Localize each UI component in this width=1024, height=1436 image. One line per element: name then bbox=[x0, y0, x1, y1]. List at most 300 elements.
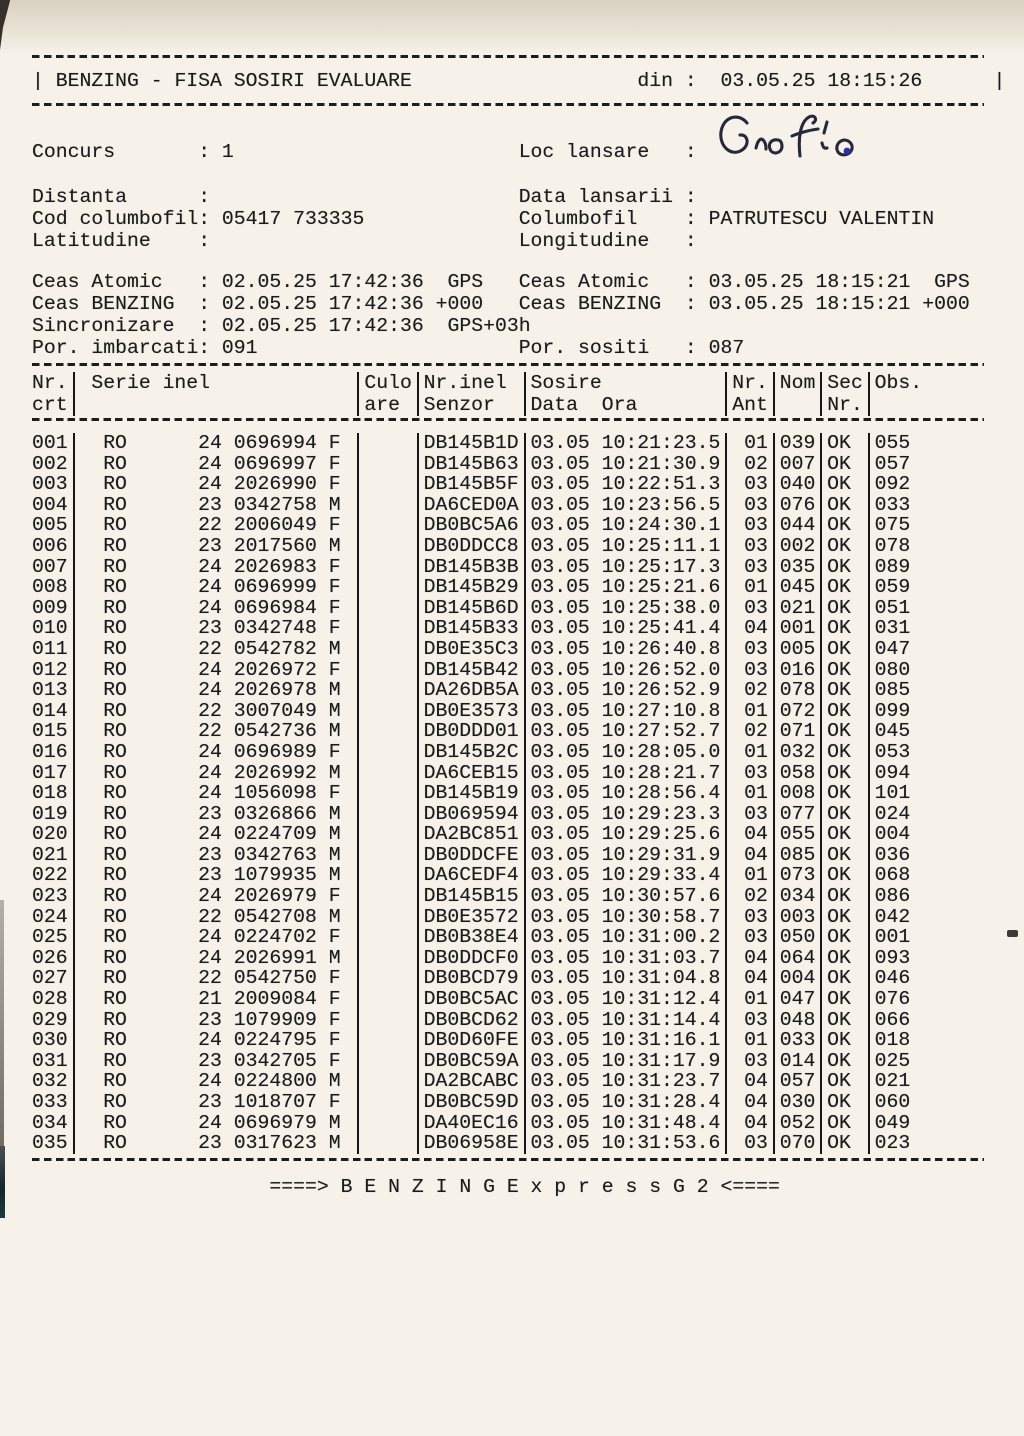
column-divider bbox=[68, 886, 80, 907]
column-divider bbox=[519, 1071, 531, 1092]
column-divider bbox=[352, 721, 364, 742]
cell-nom: 077 bbox=[779, 802, 816, 825]
col-header-sec2: Nr. bbox=[827, 394, 863, 416]
column-divider bbox=[412, 536, 424, 557]
column-divider bbox=[68, 948, 80, 969]
column-divider bbox=[863, 865, 875, 886]
cell-country: RO bbox=[103, 1091, 127, 1113]
cell-ring: 0696994 bbox=[233, 432, 317, 454]
column-divider bbox=[519, 721, 531, 742]
column-divider bbox=[863, 618, 875, 639]
column-divider bbox=[768, 989, 780, 1010]
cell-year: 21 bbox=[198, 988, 222, 1011]
column-divider bbox=[863, 701, 875, 722]
column-divider bbox=[519, 927, 531, 948]
column-divider bbox=[863, 845, 875, 866]
column-divider bbox=[768, 804, 780, 825]
column-divider bbox=[519, 1010, 531, 1031]
column-divider bbox=[352, 989, 364, 1010]
table-row bbox=[32, 474, 992, 495]
table-row bbox=[32, 1092, 992, 1113]
cell-nr_crt: 018 bbox=[32, 782, 68, 805]
cell-sex: F bbox=[328, 432, 341, 454]
cell-year: 23 bbox=[198, 617, 222, 640]
column-divider bbox=[68, 845, 80, 866]
cell-ora: 10:28:05.0 bbox=[601, 740, 721, 763]
colon: : bbox=[198, 186, 211, 208]
cell-nr_crt: 007 bbox=[32, 555, 68, 578]
column-divider bbox=[412, 824, 424, 845]
column-divider bbox=[863, 1030, 875, 1051]
column-divider bbox=[768, 763, 780, 784]
cell-nr_ant: 04 bbox=[744, 1070, 768, 1093]
cell-culoare bbox=[364, 907, 411, 928]
cell-ora: 10:28:56.4 bbox=[601, 782, 721, 805]
cell-sex: F bbox=[328, 782, 341, 805]
column-divider bbox=[768, 680, 780, 701]
cell-culoare bbox=[364, 536, 411, 557]
info-label: Loc lansare bbox=[518, 141, 650, 163]
cell-obs: 089 bbox=[874, 555, 911, 578]
cell-culoare bbox=[364, 660, 411, 681]
table-row bbox=[32, 1071, 992, 1092]
cell-country: RO bbox=[103, 1049, 127, 1072]
cell-country: RO bbox=[103, 452, 127, 475]
table-row bbox=[32, 907, 992, 928]
info-line bbox=[32, 337, 992, 359]
cell-nom: 032 bbox=[779, 740, 816, 763]
cell-senzor: DB145B2C bbox=[423, 740, 519, 763]
column-divider bbox=[519, 639, 531, 660]
column-divider bbox=[815, 886, 827, 907]
column-divider bbox=[863, 742, 875, 763]
column-divider bbox=[720, 515, 732, 536]
info-line bbox=[32, 293, 992, 315]
column-divider bbox=[519, 474, 531, 495]
column-divider bbox=[352, 1133, 364, 1154]
cell-senzor: DB0DDCC8 bbox=[423, 534, 519, 557]
column-divider bbox=[519, 577, 531, 598]
cell-obs: 051 bbox=[874, 596, 911, 619]
cell-culoare bbox=[364, 454, 411, 475]
cell-ring: 0696989 bbox=[233, 740, 317, 763]
column-divider bbox=[815, 1113, 827, 1134]
column-divider bbox=[815, 1092, 827, 1113]
column-divider bbox=[352, 1010, 364, 1031]
cell-year: 24 bbox=[198, 555, 222, 578]
cell-data: 03.05 bbox=[530, 823, 590, 846]
cell-year: 23 bbox=[198, 843, 222, 866]
table-row bbox=[32, 1030, 992, 1051]
column-divider bbox=[519, 1092, 531, 1113]
column-divider bbox=[352, 886, 364, 907]
page-title: BENZING - FISA SOSIRI EVALUARE bbox=[55, 69, 412, 92]
cell-culoare bbox=[364, 639, 411, 660]
cell-culoare bbox=[364, 927, 411, 948]
cell-sex: F bbox=[328, 555, 341, 578]
column-divider bbox=[768, 742, 780, 763]
cell-sex: M bbox=[328, 905, 341, 928]
column-divider bbox=[412, 618, 424, 639]
cell-ora: 10:31:04.8 bbox=[601, 967, 721, 990]
cell-year: 22 bbox=[198, 905, 222, 928]
cell-sec_nr: OK bbox=[827, 658, 851, 681]
table-row bbox=[32, 618, 992, 639]
cell-sec_nr: OK bbox=[827, 1132, 851, 1155]
column-divider bbox=[68, 433, 80, 454]
cell-culoare bbox=[364, 742, 411, 763]
column-divider bbox=[68, 783, 80, 804]
cell-nr_crt: 005 bbox=[32, 514, 68, 537]
cell-sex: F bbox=[328, 473, 341, 496]
cell-ora: 10:22:51.3 bbox=[601, 473, 721, 496]
cell-data: 03.05 bbox=[530, 782, 590, 805]
column-divider bbox=[352, 372, 364, 394]
cell-culoare bbox=[364, 968, 411, 989]
cell-data: 03.05 bbox=[530, 1029, 590, 1052]
column-divider bbox=[768, 474, 780, 495]
cell-sec_nr: OK bbox=[827, 1111, 851, 1134]
cell-data: 03.05 bbox=[530, 473, 590, 496]
cell-ora: 10:29:25.6 bbox=[601, 823, 721, 846]
cell-nr_ant: 02 bbox=[744, 720, 768, 743]
dashed-rule-under-header bbox=[32, 418, 984, 421]
column-divider bbox=[412, 639, 424, 660]
column-divider bbox=[768, 1113, 780, 1134]
column-divider bbox=[720, 1092, 732, 1113]
cell-country: RO bbox=[103, 637, 127, 660]
col-header-obs2 bbox=[875, 394, 922, 416]
cell-country: RO bbox=[103, 946, 127, 969]
cell-ring: 0224709 bbox=[233, 823, 317, 846]
column-divider bbox=[815, 680, 827, 701]
cell-nr_ant: 03 bbox=[744, 493, 768, 516]
info-label: Ceas BENZING bbox=[32, 293, 175, 315]
column-divider bbox=[815, 536, 827, 557]
cell-obs: 066 bbox=[874, 1008, 911, 1031]
table-row bbox=[32, 639, 992, 660]
column-divider bbox=[68, 989, 80, 1010]
cell-nr_crt: 015 bbox=[32, 720, 68, 743]
cell-sec_nr: OK bbox=[827, 596, 851, 619]
column-divider bbox=[815, 968, 827, 989]
cell-country: RO bbox=[103, 1029, 127, 1052]
cell-sex: M bbox=[328, 843, 341, 866]
column-divider bbox=[519, 907, 531, 928]
cell-nom: 064 bbox=[779, 946, 816, 969]
column-divider bbox=[815, 927, 827, 948]
cell-senzor: DA2BC851 bbox=[423, 823, 519, 846]
column-divider bbox=[352, 495, 364, 516]
col-header-obs: Obs. bbox=[874, 372, 923, 394]
column-divider bbox=[352, 1092, 364, 1113]
cell-country: RO bbox=[103, 555, 127, 578]
cell-nr_crt: 008 bbox=[32, 576, 68, 599]
column-divider bbox=[412, 515, 424, 536]
info-line bbox=[32, 271, 992, 293]
table-row bbox=[32, 927, 992, 948]
cell-sec_nr: OK bbox=[827, 473, 851, 496]
cell-ora: 10:27:52.7 bbox=[601, 720, 721, 743]
cell-sec_nr: OK bbox=[827, 679, 851, 702]
cell-ring: 2026992 bbox=[233, 761, 317, 784]
cell-sec_nr: OK bbox=[827, 967, 851, 990]
column-divider bbox=[815, 433, 827, 454]
cell-sex: F bbox=[328, 596, 341, 619]
column-divider bbox=[720, 1030, 732, 1051]
column-divider bbox=[519, 865, 531, 886]
column-divider bbox=[720, 763, 732, 784]
column-divider bbox=[863, 433, 875, 454]
column-divider bbox=[352, 577, 364, 598]
cell-nr_ant: 02 bbox=[744, 679, 768, 702]
table-row bbox=[32, 1113, 992, 1134]
column-divider bbox=[815, 865, 827, 886]
column-divider bbox=[815, 1010, 827, 1031]
cell-obs: 060 bbox=[874, 1091, 911, 1113]
cell-culoare bbox=[364, 474, 411, 495]
cell-nr_crt: 001 bbox=[32, 432, 68, 454]
cell-ora: 10:25:41.4 bbox=[601, 617, 721, 640]
column-divider bbox=[412, 721, 424, 742]
column-divider bbox=[68, 577, 80, 598]
cell-sex: F bbox=[328, 988, 341, 1011]
column-divider bbox=[768, 1010, 780, 1031]
cell-sec_nr: OK bbox=[827, 699, 851, 722]
column-divider bbox=[720, 742, 732, 763]
cell-ora: 10:26:40.8 bbox=[601, 637, 721, 660]
cell-sec_nr: OK bbox=[827, 926, 851, 949]
cell-ora: 10:31:48.4 bbox=[601, 1111, 721, 1134]
colon: : bbox=[198, 271, 211, 293]
dashed-rule-bottom bbox=[32, 1158, 984, 1161]
table-row bbox=[32, 742, 992, 763]
cell-nr_ant: 01 bbox=[744, 432, 768, 454]
cell-year: 24 bbox=[198, 452, 222, 475]
column-divider bbox=[412, 701, 424, 722]
cell-senzor: DA40EC16 bbox=[423, 1111, 519, 1134]
column-divider bbox=[768, 660, 780, 681]
cell-senzor: DB0BC59D bbox=[423, 1091, 519, 1113]
cell-sex: F bbox=[328, 658, 341, 681]
cell-sec_nr: OK bbox=[827, 740, 851, 763]
column-divider bbox=[519, 536, 531, 557]
column-divider bbox=[519, 989, 531, 1010]
table-row bbox=[32, 865, 992, 886]
cell-nr_ant: 02 bbox=[744, 885, 768, 908]
column-divider bbox=[352, 557, 364, 578]
cell-nr_ant: 04 bbox=[744, 843, 768, 866]
column-divider bbox=[815, 783, 827, 804]
cell-sec_nr: OK bbox=[827, 843, 851, 866]
column-divider bbox=[519, 660, 531, 681]
cell-ring: 2026991 bbox=[233, 946, 317, 969]
cell-country: RO bbox=[103, 905, 127, 928]
cell-obs: 076 bbox=[874, 988, 911, 1011]
column-divider bbox=[352, 660, 364, 681]
cell-data: 03.05 bbox=[530, 699, 590, 722]
cell-sex: M bbox=[328, 637, 341, 660]
table-row bbox=[32, 433, 992, 454]
column-divider bbox=[720, 804, 732, 825]
column-divider bbox=[768, 1051, 780, 1072]
cell-ora: 10:21:23.5 bbox=[601, 432, 721, 454]
column-divider bbox=[863, 1113, 875, 1134]
cell-sex: F bbox=[328, 514, 341, 537]
cell-ring: 2017560 bbox=[233, 534, 317, 557]
cell-data: 03.05 bbox=[530, 432, 590, 454]
column-divider bbox=[720, 1051, 732, 1072]
cell-sec_nr: OK bbox=[827, 432, 851, 454]
info-line bbox=[32, 230, 992, 252]
dashed-rule-above-table bbox=[32, 363, 984, 366]
column-divider bbox=[68, 372, 80, 394]
cell-data: 03.05 bbox=[530, 679, 590, 702]
cell-ora: 10:24:30.1 bbox=[601, 514, 721, 537]
column-divider bbox=[720, 948, 732, 969]
cell-ring: 1056098 bbox=[233, 782, 317, 805]
cell-nr_ant: 01 bbox=[744, 576, 768, 599]
column-divider bbox=[352, 639, 364, 660]
column-divider bbox=[352, 680, 364, 701]
cell-sec_nr: OK bbox=[827, 1008, 851, 1031]
column-divider bbox=[720, 907, 732, 928]
cell-ring: 2026979 bbox=[233, 885, 317, 908]
cell-data: 03.05 bbox=[530, 1049, 590, 1072]
cell-data: 03.05 bbox=[530, 576, 590, 599]
cell-nom: 052 bbox=[779, 1111, 816, 1134]
column-divider bbox=[412, 372, 424, 394]
cell-senzor: DB0BCD79 bbox=[423, 967, 519, 990]
cell-year: 24 bbox=[198, 658, 222, 681]
cell-obs: 055 bbox=[874, 432, 911, 454]
cell-ring: 1018707 bbox=[233, 1091, 317, 1113]
table-row bbox=[32, 968, 992, 989]
cell-obs: 045 bbox=[874, 720, 911, 743]
cell-sex: M bbox=[328, 679, 341, 702]
column-divider bbox=[768, 454, 780, 475]
column-divider bbox=[768, 394, 780, 416]
column-divider bbox=[352, 845, 364, 866]
cell-ora: 10:29:31.9 bbox=[601, 843, 721, 866]
cell-ora: 10:31:14.4 bbox=[601, 1008, 721, 1031]
column-divider bbox=[768, 907, 780, 928]
cell-senzor: DB145B42 bbox=[423, 658, 519, 681]
column-divider bbox=[68, 557, 80, 578]
cell-culoare bbox=[364, 804, 411, 825]
cell-nr_ant: 03 bbox=[744, 905, 768, 928]
cell-country: RO bbox=[103, 534, 127, 557]
cell-nom: 035 bbox=[779, 555, 816, 578]
cell-obs: 049 bbox=[874, 1111, 911, 1134]
column-divider bbox=[815, 598, 827, 619]
cell-data: 03.05 bbox=[530, 864, 590, 887]
cell-culoare bbox=[364, 701, 411, 722]
cell-senzor: DB145B33 bbox=[423, 617, 519, 640]
cell-country: RO bbox=[103, 1070, 127, 1093]
cell-obs: 092 bbox=[874, 473, 911, 496]
info-value: 091 bbox=[221, 337, 258, 359]
cell-nr_ant: 04 bbox=[744, 617, 768, 640]
cell-sec_nr: OK bbox=[827, 514, 851, 537]
info-value: 087 bbox=[708, 337, 745, 359]
column-divider bbox=[720, 680, 732, 701]
column-divider bbox=[720, 824, 732, 845]
column-divider bbox=[412, 598, 424, 619]
column-divider bbox=[519, 742, 531, 763]
cell-senzor: DB0DDCFE bbox=[423, 843, 519, 866]
column-divider bbox=[412, 1010, 424, 1031]
column-divider bbox=[815, 701, 827, 722]
column-divider bbox=[352, 454, 364, 475]
cell-nr_ant: 01 bbox=[744, 864, 768, 887]
column-divider bbox=[519, 968, 531, 989]
cell-culoare bbox=[364, 557, 411, 578]
cell-nr_crt: 002 bbox=[32, 452, 68, 475]
cell-country: RO bbox=[103, 514, 127, 537]
scan-artifact-right-edge bbox=[1007, 930, 1018, 937]
column-divider bbox=[768, 536, 780, 557]
column-divider bbox=[519, 618, 531, 639]
cell-culoare bbox=[364, 495, 411, 516]
cell-country: RO bbox=[103, 885, 127, 908]
column-divider bbox=[815, 577, 827, 598]
column-divider bbox=[519, 845, 531, 866]
cell-obs: 059 bbox=[874, 576, 911, 599]
cell-nr_ant: 01 bbox=[744, 988, 768, 1011]
cell-nr_crt: 011 bbox=[32, 637, 68, 660]
column-divider bbox=[720, 557, 732, 578]
cell-nr_ant: 01 bbox=[744, 782, 768, 805]
column-divider bbox=[863, 577, 875, 598]
document-content bbox=[32, 55, 1006, 1198]
column-divider bbox=[412, 557, 424, 578]
cell-ring: 0696999 bbox=[233, 576, 317, 599]
column-divider bbox=[68, 1071, 80, 1092]
cell-nom: 004 bbox=[779, 967, 816, 990]
cell-data: 03.05 bbox=[530, 1070, 590, 1093]
col-header-culoare: Culo bbox=[364, 372, 412, 394]
print-date-value: 03.05.25 18:15:26 bbox=[720, 69, 923, 92]
column-divider bbox=[720, 721, 732, 742]
cell-ring: 0224795 bbox=[233, 1029, 317, 1052]
print-date-label: din : bbox=[637, 69, 697, 92]
info-label: Columbofil bbox=[518, 208, 638, 230]
column-divider bbox=[720, 433, 732, 454]
cell-nr_ant: 02 bbox=[744, 452, 768, 475]
cell-senzor: DA6CEB15 bbox=[423, 761, 519, 784]
column-divider bbox=[815, 618, 827, 639]
cell-ring: 2009084 bbox=[233, 988, 317, 1011]
column-divider bbox=[720, 968, 732, 989]
column-divider bbox=[68, 763, 80, 784]
cell-sec_nr: OK bbox=[827, 1091, 851, 1113]
info-label: Cod columbofil bbox=[32, 208, 199, 230]
cell-obs: 025 bbox=[874, 1049, 911, 1072]
cell-ora: 10:30:58.7 bbox=[601, 905, 721, 928]
cell-nr_ant: 01 bbox=[744, 1029, 768, 1052]
col-header-serie2 bbox=[79, 394, 352, 416]
table-row bbox=[32, 1051, 992, 1072]
cell-sec_nr: OK bbox=[827, 720, 851, 743]
cell-nom: 058 bbox=[779, 761, 816, 784]
info-value: 05417 733335 bbox=[221, 208, 365, 230]
cell-sec_nr: OK bbox=[827, 905, 851, 928]
cell-nom: 005 bbox=[779, 637, 816, 660]
column-divider bbox=[412, 454, 424, 475]
column-divider bbox=[68, 536, 80, 557]
column-divider bbox=[768, 701, 780, 722]
